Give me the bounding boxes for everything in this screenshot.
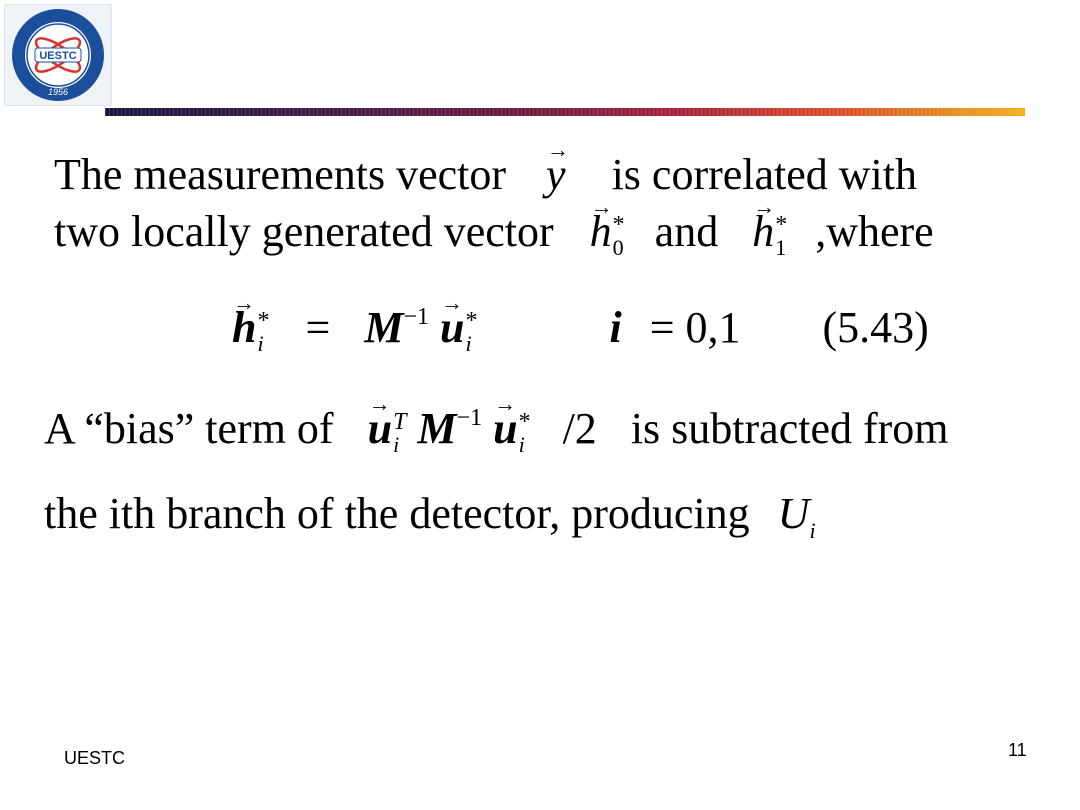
text-segment: ,where [815, 207, 934, 256]
matrix-M: M [417, 404, 457, 453]
divide-by-two: /2 [562, 404, 597, 453]
text-segment: is subtracted from [630, 404, 949, 453]
eq-matrix-M: M [364, 303, 404, 352]
inverse-exponent: −1 [456, 405, 483, 431]
eq-u-indices: * i [465, 307, 478, 356]
symbol-U-subscript: i [809, 518, 816, 543]
vector-h0: → h [590, 210, 612, 254]
vector-y: → y [546, 153, 566, 197]
svg-text:UESTC: UESTC [39, 50, 77, 62]
page-number: 11 [1008, 740, 1027, 760]
eq-inverse-exponent: −1 [403, 304, 429, 330]
equation-5-43 [232, 303, 929, 356]
vector-h1: → h [752, 210, 774, 254]
text-segment: A “bias” term of [44, 404, 334, 453]
u-indices: * i [518, 408, 531, 457]
uestc-seal-icon [5, 5, 111, 105]
symbol-U: U [777, 489, 810, 538]
eq-vector-u: → u [440, 306, 464, 350]
text-segment: two locally generated vector [54, 207, 554, 256]
vector-u-transpose: → u [368, 407, 392, 451]
u-transpose-indices: T i [393, 408, 407, 457]
h1-indices: * 1 [775, 211, 788, 260]
paragraph-2-line-1 [44, 404, 949, 457]
h0-indices: * 0 [612, 211, 625, 260]
text-segment: the ith branch of the detector, producing [44, 489, 750, 538]
vector-u: → u [493, 407, 517, 451]
paragraph-2-line-2 [44, 489, 816, 543]
eq-h-indices: * i [257, 307, 270, 356]
text-segment: and [654, 207, 719, 256]
eq-range: = 0,1 [649, 303, 741, 352]
equation-number: (5.43) [822, 303, 929, 352]
paragraph-1-line-1 [54, 150, 918, 199]
header-divider [105, 108, 1025, 116]
paragraph-1-line-2 [54, 207, 934, 260]
footer-label: UESTC [64, 748, 126, 768]
university-logo [4, 4, 112, 106]
eq-vector-h: → h [232, 306, 256, 350]
eq-index-i: i [609, 303, 622, 352]
eq-equals: = [305, 303, 331, 352]
text-segment: is correlated with [611, 150, 918, 199]
svg-text:1956: 1956 [47, 87, 69, 97]
text-segment: The measurements vector [54, 150, 507, 199]
